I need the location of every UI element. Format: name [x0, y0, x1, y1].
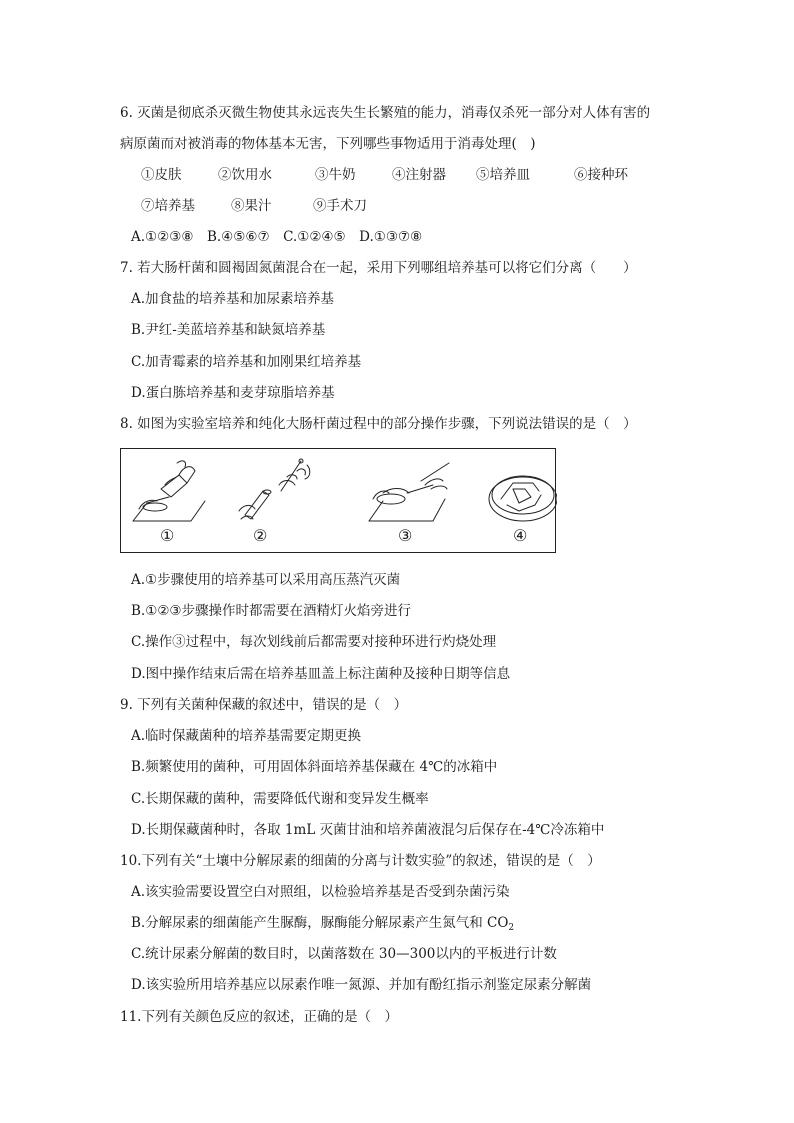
q7-option-b: B.尹红-美蓝培养基和缺氮培养基	[131, 322, 326, 338]
q8-figure	[120, 448, 556, 553]
q7-option-c: C.加青霉素的培养基和加刚果红培养基	[131, 354, 362, 370]
q9-option-b: B.频繁使用的菌种，可用固体斜面培养基保藏在 4℃的冰箱中	[131, 759, 498, 775]
q7-option-d: D.蛋白胨培养基和麦芽琼脂培养基	[131, 385, 335, 401]
q6-item: ①皮肤	[141, 167, 182, 183]
q8-option-b: B.①②③步骤操作时都需要在酒精灯火焰旁进行	[131, 603, 412, 619]
q6-item: ⑦培养基	[141, 198, 195, 214]
q7-stem: 7. 若大肠杆菌和圆褐固氮菌混合在一起，采用下列哪组培养基可以将它们分离（ ）	[120, 260, 637, 276]
figure-label-4: ④	[513, 526, 528, 545]
co2-subscript: 2	[508, 923, 515, 933]
q8-option-a: A.①步骤使用的培养基可以采用高压蒸汽灭菌	[131, 572, 401, 588]
q8-stem: 8. 如图为实验室培养和纯化大肠杆菌过程中的部分操作步骤，下列说法错误的是（ ）	[120, 416, 637, 432]
q8-option-c: C.操作③过程中，每次划线前后都需要对接种环进行灼烧处理	[131, 634, 497, 650]
step3-streaking-illustration	[369, 463, 449, 521]
q6-stem-line1: 6. 灭菌是彻底杀灭微生物使其永远丧失生长繁殖的能力，消毒仅杀死一部分对人体有害的	[120, 105, 651, 121]
q11-stem: 11.下列有关颜色反应的叙述，正确的是（ ）	[120, 1009, 398, 1025]
q10-option-c: C.统计尿素分解菌的数目时，以菌落数在 30—300以内的平板进行计数	[131, 946, 557, 962]
q10-option-d: D.该实验所用培养基应以尿素作唯一氮源、并加有酚红指示剂鉴定尿素分解菌	[131, 977, 592, 993]
q9-option-a: A.临时保藏菌种的培养基需要定期更换	[131, 728, 362, 744]
q6-item: ⑨手术刀	[313, 198, 367, 214]
figure-label-3: ③	[398, 526, 413, 545]
figure-label-1: ①	[160, 526, 175, 545]
q6-item: ⑤培养皿	[476, 167, 530, 183]
q6-stem-line2: 病原菌而对被消毒的物体基本无害，下列哪些事物适用于消毒处理( )	[120, 136, 536, 152]
q6-item: ③牛奶	[315, 167, 356, 183]
q8-option-d: D.图中操作结束后需在培养基皿盖上标注菌种及接种日期等信息	[131, 666, 511, 682]
q10-stem: 10.下列有关“土壤中分解尿素的细菌的分离与计数实验”的叙述，错误的是（ ）	[120, 853, 601, 869]
q6-choices: A.①②③⑧ B.④⑤⑥⑦ C.①②④⑤ D.①③⑦⑧	[131, 229, 423, 245]
figure-label-2: ②	[253, 526, 268, 545]
q10-option-a: A.该实验需要设置空白对照组，以检验培养基是否受到杂菌污染	[131, 884, 510, 900]
q8-figure-drawing	[121, 449, 557, 554]
step2-inoculation-illustration	[239, 459, 310, 519]
q9-option-c: C.长期保藏的菌种，需要降低代谢和变异发生概率	[131, 791, 429, 807]
q6-item: ②饮用水	[218, 167, 272, 183]
q10-option-b-text: B.分解尿素的细菌能产生脲酶，脲酶能分解尿素产生氮气和 CO	[131, 915, 509, 931]
q9-stem: 9. 下列有关菌种保藏的叙述中，错误的是（ ）	[120, 697, 408, 713]
q9-option-d: D.长期保藏菌种时，各取 1mL 灭菌甘油和培养菌液混匀后保存在-4℃冷冻箱中	[131, 822, 605, 838]
q6-item: ④注射器	[392, 167, 446, 183]
q10-option-b	[131, 914, 514, 937]
q7-option-a: A.加食盐的培养基和加尿素培养基	[131, 291, 335, 307]
q6-item: ⑧果汁	[231, 198, 272, 214]
step1-pouring-illustration	[133, 461, 205, 521]
step4-petri-dish-illustration	[489, 476, 557, 521]
q6-item: ⑥接种环	[574, 167, 628, 183]
